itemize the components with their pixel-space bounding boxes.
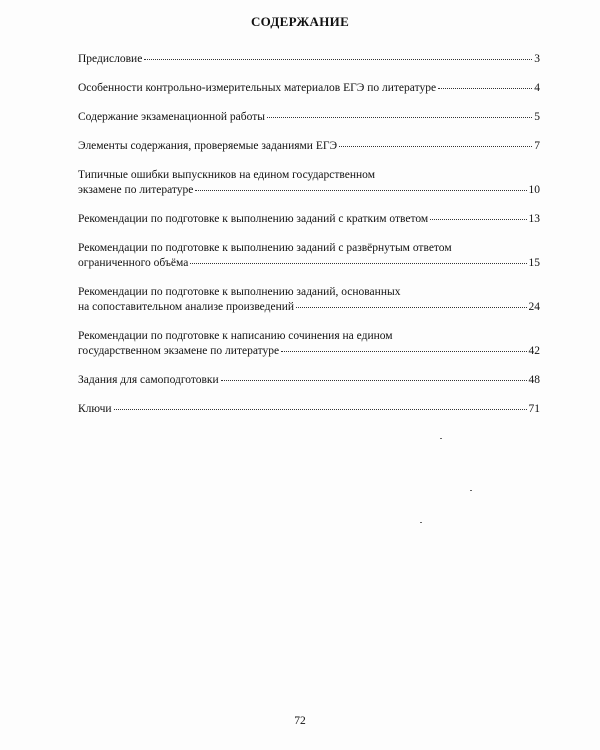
page-title: СОДЕРЖАНИЕ <box>250 14 350 29</box>
toc-page-number: 13 <box>528 213 540 225</box>
toc-entry-kim-features[interactable] <box>78 81 540 96</box>
table-of-contents <box>78 52 540 431</box>
toc-page-number: 4 <box>534 82 540 94</box>
dot-leader <box>190 262 526 264</box>
dot-leader <box>296 306 526 308</box>
toc-entry-typical-errors[interactable] <box>78 168 540 198</box>
toc-entry-title: Предисловие <box>78 53 143 65</box>
toc-entry-line <box>78 402 540 417</box>
toc-page-number: 48 <box>528 374 540 386</box>
toc-entry-title-line1: Рекомендации по подготовке к выполнению заданий, основанных <box>78 286 401 298</box>
toc-entry-title-line1: Рекомендации по подготовке к выполнению заданий с развёрнутым ответом <box>78 242 452 254</box>
toc-entry-title: Элементы содержания, проверяемые заданиями ЕГЭ <box>78 140 338 152</box>
dot-leader <box>438 87 532 89</box>
toc-entry-line <box>78 300 540 315</box>
scan-speck <box>440 438 442 439</box>
toc-entry-exam-content[interactable] <box>78 110 540 125</box>
toc-page-number: 42 <box>528 345 540 357</box>
scan-speck <box>470 490 472 491</box>
toc-page-number: 7 <box>534 140 540 152</box>
toc-entry-content-elements[interactable] <box>78 139 540 154</box>
toc-entry-extended-answer[interactable] <box>78 241 540 271</box>
toc-page-number: 24 <box>528 301 540 313</box>
dot-leader <box>195 189 526 191</box>
toc-entry-title-line1: Типичные ошибки выпускников на едином государственном <box>78 169 375 181</box>
toc-entry-line <box>78 52 540 67</box>
toc-entry-title-line1: Рекомендации по подготовке к написанию сочинения на едином <box>78 330 393 342</box>
toc-entry-line <box>78 110 540 125</box>
dot-leader <box>339 145 532 147</box>
toc-page-number: 15 <box>528 257 540 269</box>
toc-entry-title-line2: государственном экзамене по литературе <box>78 345 280 357</box>
toc-entry-line <box>78 212 540 227</box>
toc-entry-title: Ключи <box>78 403 112 415</box>
toc-entry-title-line2: ограниченного объёма <box>78 257 189 269</box>
toc-entry-line <box>78 344 540 359</box>
toc-page-number: 10 <box>528 184 540 196</box>
toc-entry-title-line2: экзамене по литературе <box>78 184 194 196</box>
toc-entry-keys[interactable] <box>78 402 540 417</box>
toc-page-number: 3 <box>534 53 540 65</box>
toc-page-number: 71 <box>528 403 540 415</box>
toc-entry-self-study[interactable] <box>78 373 540 388</box>
toc-entry-line <box>78 256 540 271</box>
dot-leader <box>430 218 526 220</box>
toc-entry-title: Рекомендации по подготовке к выполнению заданий с кратким ответом <box>78 213 429 225</box>
dot-leader <box>281 350 526 352</box>
toc-entry-title: Задания для самоподготовки <box>78 374 219 386</box>
toc-entry-line <box>78 81 540 96</box>
toc-entry-title: Особенности контрольно-измерительных материалов ЕГЭ по литературе <box>78 82 437 94</box>
toc-entry-line <box>78 139 540 154</box>
page-number: 72 <box>294 715 306 727</box>
toc-entry-comparative-analysis[interactable] <box>78 285 540 315</box>
dot-leader <box>114 408 527 410</box>
toc-entry-preface[interactable] <box>78 52 540 67</box>
toc-entry-line <box>78 373 540 388</box>
toc-page-number: 5 <box>534 111 540 123</box>
toc-entry-line <box>78 183 540 198</box>
dot-leader <box>144 58 532 60</box>
dot-leader <box>267 116 532 118</box>
toc-entry-essay[interactable] <box>78 329 540 359</box>
dot-leader <box>221 379 527 381</box>
scan-speck <box>420 522 422 523</box>
toc-entry-title: Содержание экзаменационной работы <box>78 111 265 123</box>
toc-entry-short-answer[interactable] <box>78 212 540 227</box>
toc-entry-title-line2: на сопоставительном анализе произведений <box>78 301 295 313</box>
